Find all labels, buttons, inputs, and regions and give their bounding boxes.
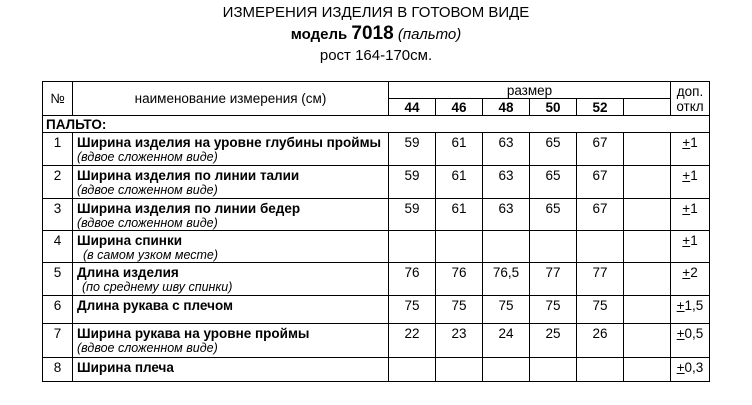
tolerance-value: 1,5 — [684, 298, 704, 313]
value-cell: 25 — [530, 324, 577, 358]
value-cell: 76,5 — [483, 263, 530, 296]
model-number: 7018 — [351, 23, 394, 44]
tolerance-sign: + — [682, 233, 691, 248]
table-row — [43, 358, 710, 382]
tolerance-cell — [671, 358, 710, 382]
table-row — [43, 296, 710, 324]
measurement-name: Ширина изделия по линии бедер — [77, 201, 301, 216]
height-range: рост 164-170см. — [319, 47, 433, 64]
tolerance-value: 1 — [690, 135, 698, 150]
tolerance-sign: + — [676, 298, 685, 313]
size-header-cell: 46 — [436, 99, 483, 116]
value-cell: 22 — [389, 324, 436, 358]
measurements-table — [42, 81, 710, 382]
value-cell — [624, 231, 671, 263]
row-number: 7 — [43, 324, 73, 358]
col-header-tolerance — [671, 82, 710, 116]
col-header-size: размер — [389, 82, 671, 99]
tolerance-cell — [671, 166, 710, 199]
value-cell — [483, 358, 530, 382]
measurement-name: Ширина рукава на уровне проймы — [77, 326, 310, 341]
measurement-name: Ширина плеча — [77, 360, 174, 375]
measurement-note: (вдвое сложенном виде) — [77, 216, 218, 230]
value-cell — [530, 358, 577, 382]
value-cell: 61 — [436, 166, 483, 199]
value-cell — [624, 199, 671, 231]
value-cell: 63 — [483, 166, 530, 199]
tolerance-label-1: доп. — [676, 83, 704, 99]
value-cell — [624, 358, 671, 382]
value-cell: 63 — [483, 133, 530, 166]
measurement-note: (вдвое сложенном виде) — [77, 183, 218, 197]
table-row — [43, 133, 710, 166]
tolerance-sign: + — [676, 326, 685, 341]
measurement-name-cell — [73, 231, 389, 263]
tolerance-label-2: откл — [676, 98, 704, 114]
measurement-name: Длина изделия — [77, 265, 179, 280]
value-cell: 26 — [577, 324, 624, 358]
value-cell — [577, 358, 624, 382]
row-number: 4 — [43, 231, 73, 263]
measurement-note: (в самом узком месте) — [83, 248, 219, 262]
row-number: 5 — [43, 263, 73, 296]
value-cell: 75 — [483, 296, 530, 324]
measurement-note: (по среднему шву спинки) — [82, 280, 233, 294]
col-header-number: № — [43, 82, 73, 116]
tolerance-sign: + — [682, 201, 691, 216]
value-cell — [530, 231, 577, 263]
tolerance-sign: + — [676, 360, 685, 375]
measurement-name: Ширина изделия на уровне глубины проймы — [77, 135, 382, 150]
col-header-name: наименование измерения (см) — [73, 82, 389, 116]
tolerance-cell — [671, 296, 710, 324]
value-cell: 67 — [577, 133, 624, 166]
size-header-cell: 44 — [389, 99, 436, 116]
table-row — [43, 324, 710, 358]
tolerance-value: 2 — [690, 265, 698, 280]
size-header-cell: 48 — [483, 99, 530, 116]
measurement-name-cell — [73, 199, 389, 231]
tolerance-value: 0,3 — [684, 360, 704, 375]
value-cell: 67 — [577, 166, 624, 199]
value-cell — [577, 231, 624, 263]
tolerance-cell — [671, 133, 710, 166]
measurement-name: Длина рукава с плечом — [77, 298, 234, 313]
value-cell — [624, 166, 671, 199]
tolerance-sign: + — [682, 168, 691, 183]
measurement-note: (вдвое сложенном виде) — [77, 341, 218, 355]
measurement-name: Ширина изделия по линии талии — [77, 168, 300, 183]
tolerance-value: 0,5 — [684, 326, 704, 341]
value-cell: 75 — [436, 296, 483, 324]
value-cell: 24 — [483, 324, 530, 358]
value-cell: 63 — [483, 199, 530, 231]
tolerance-cell — [671, 199, 710, 231]
measurement-name-cell — [73, 358, 389, 382]
size-header-cell — [624, 99, 671, 116]
value-cell — [389, 231, 436, 263]
value-cell: 77 — [577, 263, 624, 296]
row-number: 8 — [43, 358, 73, 382]
model-line — [0, 23, 752, 45]
value-cell: 59 — [389, 166, 436, 199]
value-cell: 77 — [530, 263, 577, 296]
value-cell — [389, 358, 436, 382]
value-cell: 75 — [577, 296, 624, 324]
section-label: ПАЛЬТО: — [43, 116, 710, 133]
measurement-name-cell — [73, 166, 389, 199]
row-number: 1 — [43, 133, 73, 166]
value-cell: 75 — [389, 296, 436, 324]
tolerance-sign: + — [682, 265, 691, 280]
value-cell: 67 — [577, 199, 624, 231]
value-cell: 65 — [530, 133, 577, 166]
tolerance-cell — [671, 263, 710, 296]
value-cell: 75 — [530, 296, 577, 324]
row-number: 6 — [43, 296, 73, 324]
value-cell: 65 — [530, 199, 577, 231]
value-cell: 23 — [436, 324, 483, 358]
tolerance-cell — [671, 324, 710, 358]
measurement-name-cell — [73, 133, 389, 166]
value-cell — [624, 296, 671, 324]
tolerance-sign: + — [682, 135, 691, 150]
model-kind: (пальто) — [397, 26, 462, 43]
size-header-cell: 50 — [530, 99, 577, 116]
table-row — [43, 166, 710, 199]
measurement-name-cell — [73, 296, 389, 324]
value-cell: 65 — [530, 166, 577, 199]
tolerance-value: 1 — [690, 168, 698, 183]
value-cell — [624, 133, 671, 166]
value-cell: 61 — [436, 199, 483, 231]
tolerance-cell — [671, 231, 710, 263]
model-label: модель — [290, 26, 348, 43]
value-cell — [483, 231, 530, 263]
row-number: 2 — [43, 166, 73, 199]
value-cell: 76 — [389, 263, 436, 296]
measurement-name-cell — [73, 263, 389, 296]
tolerance-value: 1 — [690, 201, 698, 216]
tolerance-value: 1 — [690, 233, 698, 248]
measurement-name-cell — [73, 324, 389, 358]
row-number: 3 — [43, 199, 73, 231]
value-cell: 61 — [436, 133, 483, 166]
measurement-note: (вдвое сложенном виде) — [77, 150, 218, 164]
measurement-name: Ширина спинки — [77, 233, 182, 248]
value-cell: 59 — [389, 133, 436, 166]
value-cell: 59 — [389, 199, 436, 231]
value-cell — [436, 231, 483, 263]
size-header-cell: 52 — [577, 99, 624, 116]
value-cell — [624, 263, 671, 296]
table-row — [43, 199, 710, 231]
value-cell: 76 — [436, 263, 483, 296]
value-cell — [624, 324, 671, 358]
doc-title: ИЗМЕРЕНИЯ ИЗДЕЛИЯ В ГОТОВОМ ВИДЕ — [222, 4, 530, 21]
value-cell — [436, 358, 483, 382]
table-row — [43, 231, 710, 263]
table-row — [43, 263, 710, 296]
